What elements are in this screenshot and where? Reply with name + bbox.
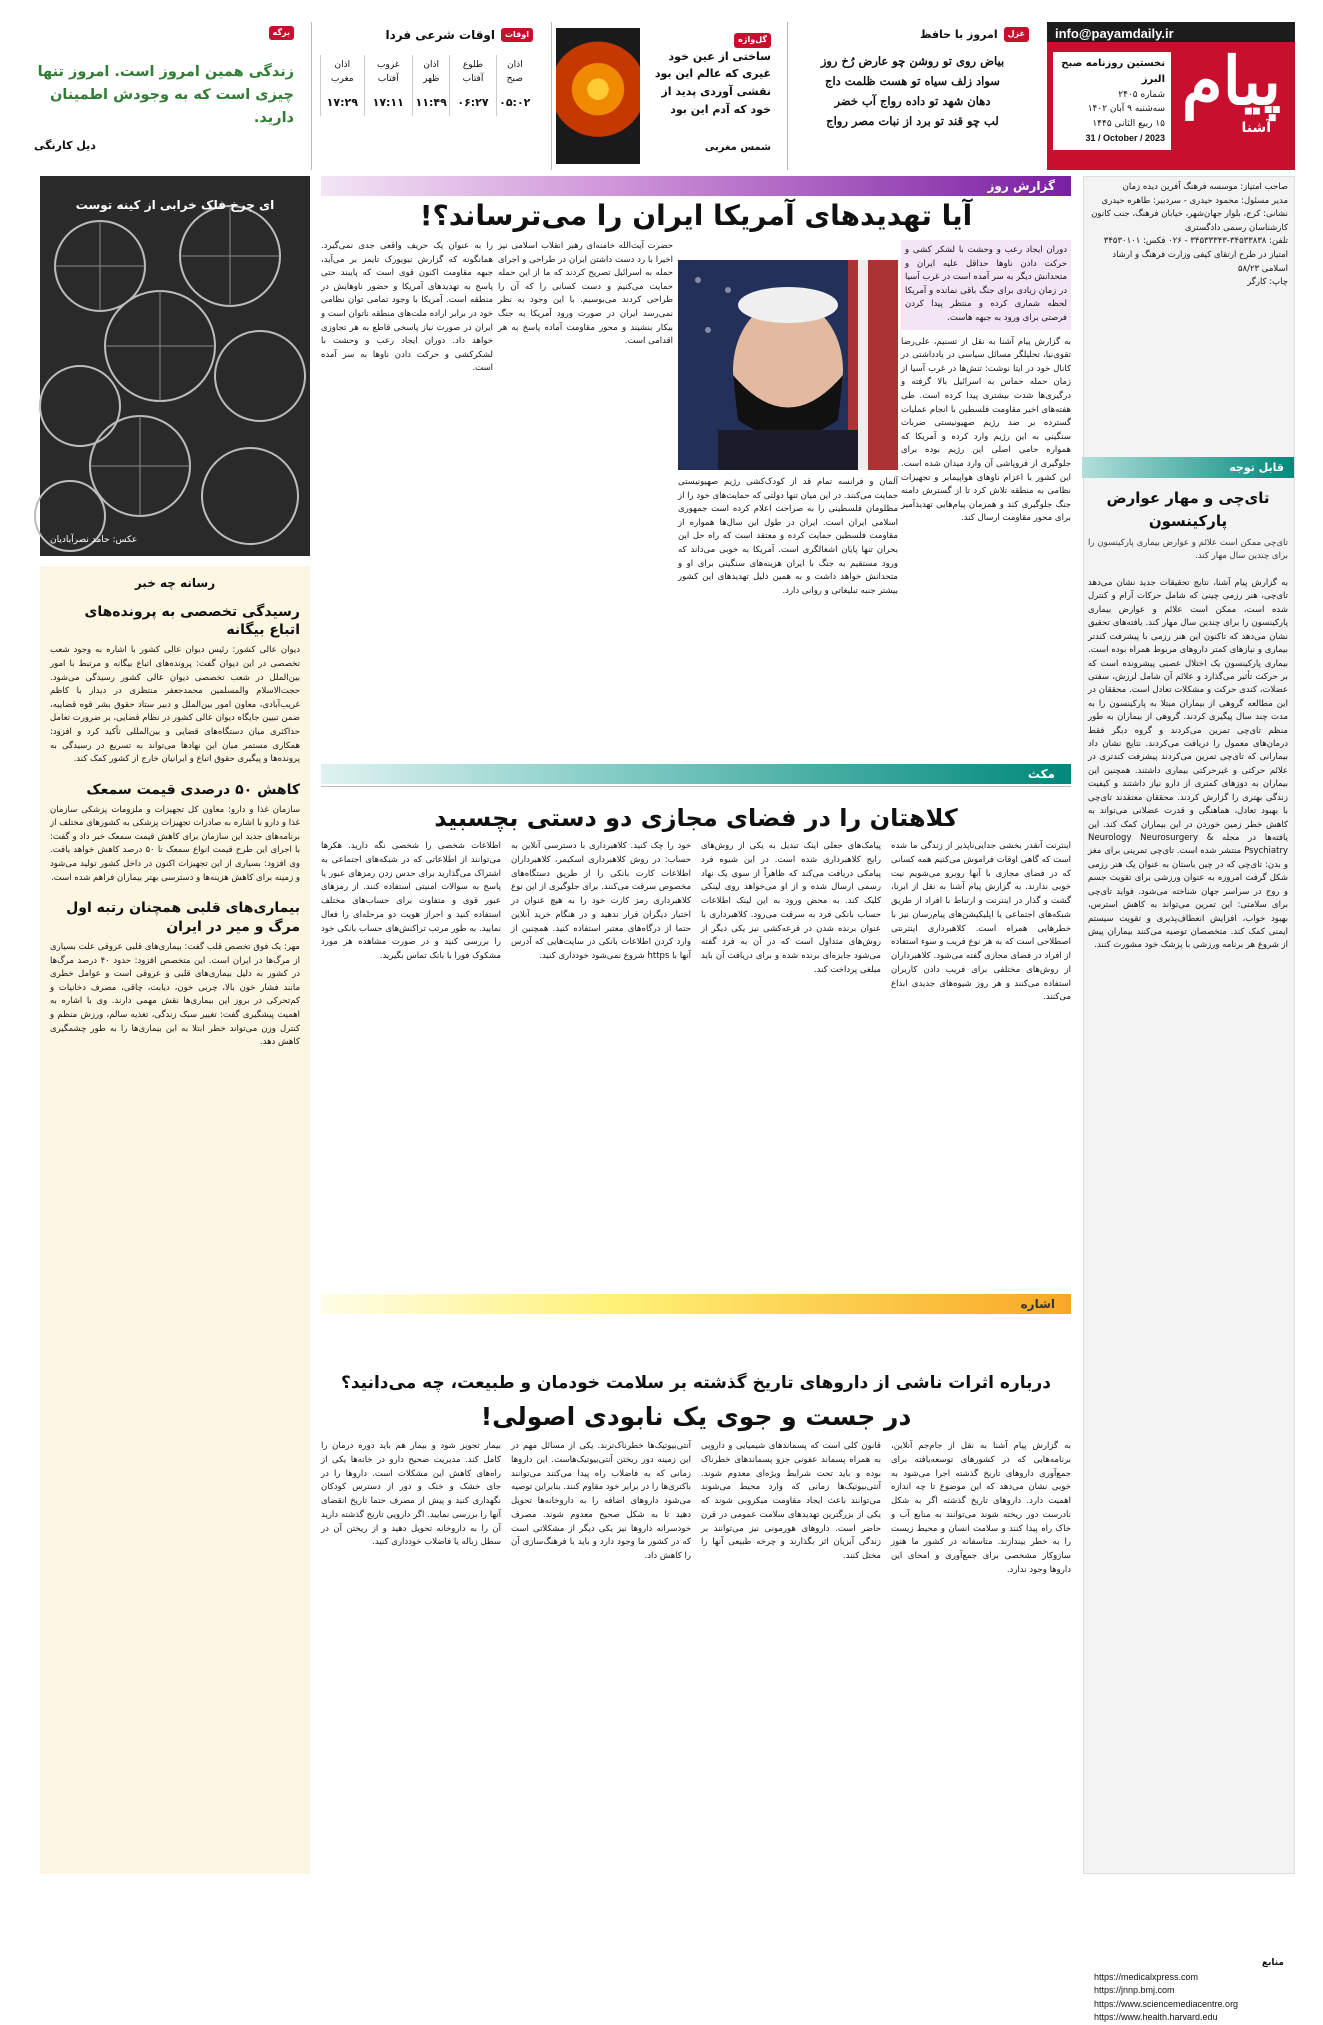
source-link[interactable]: https://www.health.harvard.edu [1094, 2012, 1218, 2022]
article-text: حضرت آیت‌الله خامنه‌ای رهبر انقلاب اسلامی نیز اخیرا با رد دست داشتن ایران در طراحی و اجرای حمله به اسرائیل تصریح کردند که ما از این حمله حمایت می‌کنیم و دست کسانی را که آن را طراحی کردند می‌بوسیم. با این وجود به نظر نمی‌رسد ایران در صورت ورود آمریکا به جنگ بیکار بنشیند و محور مقاومت آماده پاسخ به هر اقدامی است. [498, 241, 673, 347]
article-column [321, 240, 493, 780]
prayer-label: اذان صبح [496, 55, 533, 91]
article-title[interactable]: کلاهتان را در فضای مجازی دو دستی بچسبید [434, 804, 958, 832]
article-title[interactable]: در جست و جوی یک نابودی اصولی! [480, 1402, 912, 1431]
article-text: خود را چک کنید. کلاهبرداری با دسترسی آنلاین به حساب: در روش کلاهبرداری اسکیمر، کلاهبرداران اطلاعات کارت بانکی را از طریق دستگاه‌های مخصوص سرقت می‌کنند. برای جلوگیری از این نوع کلاهبرداری رمز کارت خود را به هیچ عنوان در اختیار دیگران قرار ندهید و در هنگام خرید آنلاین حتما از درگاه‌های معتبر استفاده کنید. همچنین از وارد کردن اطلاعات بانکی در سایت‌هایی که آدرس آنها با https شروع نمی‌شود خودداری کنید. [511, 841, 691, 962]
sidebar-title[interactable]: تای‌چی و مهار عوارض پارکینسون [1106, 489, 1270, 530]
section-banner: مکث [321, 764, 1071, 784]
article-column [701, 1440, 881, 1870]
article-text: اطلاعات شخصی را شخصی نگه دارید. هکرها می‌توانند از اطلاعاتی که در شبکه‌های اجتماعی به اشتراک می‌گذارید برای حدس زدن رمزهای عبور یا پاسخ به سوالات امنیتی استفاده کنند. از رمزهای عبور قوی و متفاوت برای حساب‌های مختلف استفاده کنید و احراز هویت دو مرحله‌ای را فعال نمایید. به طور مرتب تراکنش‌های حساب بانکی خود را بررسی کنید و در صورت مشاهده هر مورد مشکوک فورا با بانک تماس بگیرید. [321, 841, 501, 962]
biden-mask-image [678, 260, 898, 470]
news-body: سازمان غذا و دارو: معاون کل تجهیزات و ملزومات پزشکی سازمان غذا و دارو با اشاره به صادرات تجهیزات پزشکی به کشورهای مختلف از برنامه‌های جدید این سازمان برای کاهش قیمت سمعک خبر داد و گفت: با اجرای این طرح قیمت انواع سمعک تا ۵۰ درصد کاهش خواهد یافت. وی افزود: بسیاری از این تجهیزات اکنون در داخل کشور تولید می‌شود و زمینه برای کاهش هزینه‌ها و دسترسی بهتر بیماران فراهم شده است. [50, 804, 300, 883]
article-column [321, 840, 501, 1280]
logo-block [1047, 42, 1295, 170]
news-body: مهر: یک فوق تخصص قلب گفت: بیماری‌های قلبی عروقی علت بسیاری از مرگ‌ها در ایران است. این متخصص افزود: حدود ۴۰ درصد مرگ‌ها در کشور به دلیل بیماری‌های قلبی و عروقی است و عوامل خطری مانند فشار خون بالا، چربی خون، دیابت، چاقی، مصرف دخانیات و کم‌تحرکی در بروز این بیماری‌ها نقش مهمی دارند. وی با اشاره به اهمیت پیشگیری گفت: تغییر سبک زندگی، تغذیه سالم، ورزش منظم و کنترل وزن می‌تواند خطر ابتلا به این بیماری‌ها را به طور چشمگیری کاهش دهد. [50, 941, 300, 1048]
article-text: به گزارش پیام آشنا به نقل از جام‌جم آنلاین، برنامه‌هایی که در کشورهای توسعه‌یافته برای جمع‌آوری داروهای تاریخ گذشته اجرا می‌شود به خوبی نشان می‌دهد که این موضوع تا چه اندازه اهمیت دارد. داروهای تاریخ گذشته اگر به شکل نادرست دور ریخته شوند می‌توانند به منابع آب و خاک راه پیدا کنند و سلامت انسان و محیط زیست را به خطر بیندازند. متاسفانه در کشور ما هنوز سازوکار مشخصی برای جمع‌آوری و امحای این داروها وجود ندارد. [891, 1441, 1071, 1575]
article-text: پیامک‌های جعلی اینک تبدیل به یکی از روش‌های رایج کلاهبرداری شده است. در این شیوه فرد پیامکی دریافت می‌کند که ظاهراً از سوی یک نهاد رسمی ارسال شده و از او می‌خواهد روی لینکی کلیک کند. به محض ورود به این لینک اطلاعات حساب بانکی فرد به سرقت می‌رود. کلاهبرداری با عنوان برنده شدن در قرعه‌کشی نیز یکی دیگر از روش‌های متداول است که در آن به فرد گفته می‌شود جایزه‌ای برنده شده و برای دریافت آن باید مبلغی پرداخت کند. [701, 841, 881, 975]
verse: لب چو قند تو برد از نبات مصر رواج [826, 114, 999, 129]
masthead [1047, 22, 1295, 170]
source-link[interactable]: https://medicalxpress.com [1094, 1971, 1199, 1982]
poem-box [787, 22, 1037, 170]
license: امتیاز در طرح ارتقای کیفی وزارت فرهنگ و ارشاد اسلامی ۵۸/۲۳ [1112, 249, 1288, 274]
photo-credit: عکس: حامد نصرآبادیان [50, 535, 138, 546]
article-text: اینترنت آنقدر بخشی جدایی‌ناپذیر از زندگی ما شده است که گاهی اوقات فراموش می‌کنیم همه کسانی که در فضای مجازی با آنها روبرو می‌شویم نیت خوبی ندارند. به گزارش پیام آشنا به نقل از ایرنا، گشت و گذار در اینترنت و ارتباط با افراد از طریق شبکه‌های اجتماعی یا اپلیکیشن‌های پیام‌رسان نیز با خطرهایی همراه است. کلاهبرداری اینترنتی اصطلاحی است که به هر نوع فریب و سوء استفاده از افراد در فضای مجازی گفته می‌شود. کلاهبرداران از روش‌های مختلفی برای فریب دادن کاربران استفاده می‌کنند و هر روز شیوه‌های جدیدی ابداع می‌کنند. [891, 841, 1071, 1003]
poem-verses [796, 51, 1029, 132]
paper-name: نخستین روزنامه صبح البرز [1061, 58, 1165, 85]
prayer-label: اذان مغرب [321, 55, 365, 91]
article-text: آنتی‌بیوتیک‌ها خطرناک‌ترند. یکی از مسائل مهم در این زمینه دور ریختن آنتی‌بیوتیک‌هاست. این داروها زمانی که به فاضلاب راه پیدا می‌کنند می‌توانند باکتری‌ها را در برابر خود مقاوم کنند. بنابراین توصیه می‌شود داروهای اضافه را به داروخانه‌ها تحویل دهید تا به شکل صحیح معدوم شوند. مصرف خودسرانه داروها نیز یکی دیگر از مشکلاتی است که در کشور ما وجود دارد و باید با فرهنگ‌سازی آن را کاهش داد. [511, 1441, 691, 1562]
prayer-time: ۱۷:۲۹ [321, 90, 365, 115]
prayer-badge: اوقات [501, 28, 533, 42]
photo-caption: ای چرخ فلک خرابی از کینه توست [75, 198, 275, 212]
article-column [678, 476, 898, 776]
article-column [321, 1440, 501, 1870]
prayer-table [320, 55, 533, 116]
right-sidebar [1083, 176, 1295, 2022]
prayer-time: ۱۱:۴۹ [412, 90, 450, 115]
prayer-label: طلوع آفتاب [450, 55, 496, 91]
verse: بیاض روی تو روشن چو عارض رُخ روز [820, 54, 1005, 69]
quote-text: گل‌واژه ساختی از عین خود غیری که عالم این بود نقشی آوردی پدید از خود که آدم این بود [654, 35, 771, 116]
source-link[interactable]: https://jnnp.bmj.com [1094, 1985, 1175, 1995]
flower-image [556, 28, 640, 164]
article-column [511, 840, 691, 1280]
address: نشانی: کرج، بلوار جهان‌شهر، خیابان فرهنگ، جنب کانون کارشناسان رسمی دادگستری [1091, 209, 1288, 233]
sidebar-body: به گزارش پیام آشنا، نتایج تحقیقات جدید نشان می‌دهد تای‌چی، هنر رزمی چینی که شامل حرکات آرام و کنترل شده است، ممکن است علائم و عوارض بیماری پارکینسون را برای چندین سال مهار کند. یافته‌های تحقیق نشان می‌دهد که تاکنون این هنر رزمی با پیشرفت کندتر بیماری و نیازهای کمتر داروهای مربوط همراه بوده است. بیماری پارکینسون یک اختلال عصبی پیشرونده است که بر حرکت تأثیر می‌گذارد و علائم آن شامل لرزش، سفتی عضلات، کندی حرکت و مشکلات تعادل است. محققان در این مطالعه گروهی از بیماران مبتلا به پارکینسون را به مدت چند سال پیگیری کردند. گروهی از بیماران به طور منظم تای‌چی تمرین می‌کردند و گروه دیگر فقط درمان‌های معمول را دریافت می‌کردند. نتایج نشان داد بیمارانی که تای‌چی تمرین می‌کردند پیشرفت کندتری در علائم حرکتی و غیرحرکتی بیماری داشتند. همچنین این بیماران به دوزهای کمتری از دارو نیاز داشتند و کیفیت زندگی بهتری را گزارش کردند. محققان معتقدند تای‌چی با بهبود تعادل، هماهنگی و قدرت عضلانی می‌تواند به کاهش خطر زمین خوردن در این بیماران کمک کند. این یافته‌ها در مجله Neurology Neurosurgery & Psychiatry منتشر شده است. تای‌چی تمرینی برای مغز و بدن: تای‌چی که در چین باستان به عنوان یک هنر رزمی شکل گرفت امروزه به عنوان ورزشی برای تقویت جسم و روح در سراسر جهان شناخته می‌شود. فواید تای‌چی برای سلامتی: این تمرین می‌تواند به کاهش استرس، بهبود خواب، افزایش انعطاف‌پذیری و تقویت سیستم ایمنی کمک کند. متخصصان توصیه می‌کنند بیماران پیش از شروع هر برنامه ورزشی با پزشک خود مشورت کنند. [1088, 578, 1288, 951]
news-title[interactable]: بیماری‌های قلبی همچنان رتبه اول مرگ و میر در ایران [66, 900, 300, 936]
logo: پیام [1181, 42, 1281, 120]
news-column [40, 566, 310, 1874]
email-link[interactable]: info@payamdaily.ir [1047, 22, 1295, 42]
verse: سواد زلف سیاه تو هست ظلمت داج [825, 74, 1000, 89]
section-banner: گزارش روز [321, 176, 1071, 196]
photo-of-day [40, 176, 310, 556]
prayer-time: ۱۷:۱۱ [364, 90, 412, 115]
article-column [891, 840, 1071, 1280]
divider [321, 786, 1071, 787]
quote-box [551, 22, 777, 170]
news-section-title: رسانه چه خبر [134, 576, 216, 590]
logo-subtitle: آشنا [1241, 120, 1271, 136]
article-subtitle: درباره اثرات ناشی از داروهای تاریخ گذشته بر سلامت خودمان و طبیعت، چه می‌دانید؟ [340, 1373, 1052, 1393]
prayer-times-box [311, 22, 541, 170]
article-photo [678, 260, 898, 470]
sources [1094, 1957, 1284, 2025]
verse: دهان شهد تو داده رواج آب خضر [834, 94, 991, 109]
publisher-info [1088, 181, 1288, 290]
sources-label: منابع [1261, 1958, 1284, 1968]
article-column [511, 1440, 691, 1870]
bicycle-wheels-image [40, 176, 310, 556]
poem-badge: غزل [1004, 27, 1029, 41]
manager-info: مدیر مسئول: محمود حیدری - سردبیر: طاهره حیدری [1101, 195, 1288, 206]
sidebar-label: قابل توجه [1082, 457, 1294, 478]
news-body: دیوان عالی کشور: رئیس دیوان عالی کشور با اشاره به وجود شعب تخصصی در این دیوان گفت: پرونده‌های اتباع بیگانه و مرتبط با امور بین‌الملل در شعب تخصصی دیوان عالی کشور رسیدگی می‌شود. حجت‌الاسلام والمسلمین محمدجعفر منتظری در دیدار با کاظم غریب‌آبادی، معاون امور بین‌الملل و دبیر ستاد حقوق بشر قوه قضاییه، ضمن تبیین جایگاه دیوان عالی کشور در نظام قضایی، بر ضرورت تعامل حداکثری میان دستگاه‌های قضایی و بین‌المللی تأکید کرد و افزود: همکاری مستمر میان این نهادها می‌تواند به تسریع در رسیدگی به پرونده‌ها و پیگیری حقوق اتباع و ایرانیان خارج از کشور کمک کند. [50, 645, 300, 765]
article-text: را به عنوان یک حریف واقعی جدی نمی‌گیرد. همانگونه که گزارش نیویورک تایمز بر می‌آید، جبهه مقاومت اکنون قوی است که پایبند حتی پاسخ به تهدیدهای آمریکا و حضور ناوهایش در منطقه است. آمریکا با وجود تمامی توان نظامی خود در برابر اراده ملت‌های منطقه ناتوان است و ایران در صورت نیاز پاسخی قاطع به هر تجاوزی خواهد داد. دوران ایجاد رعب و وحشت با لشکرکشی و حرکت دادن ناوها به سر آمده است. [321, 241, 493, 374]
quote-author: شمس مغربی [704, 142, 771, 153]
header [28, 22, 1295, 170]
quote-badge: گل‌واژه [734, 33, 771, 48]
motto-text: زندگی همین امروز است. امروز تنها چیزی است که به وجودش اطمینان دارید. [37, 63, 294, 127]
sidebar-lead: تای‌چی ممکن است علائم و عوارض بیماری پارکینسون را برای چندین سال مهار کند. [1088, 538, 1288, 562]
article-lead: دوران ایجاد رعب و وحشت با لشکر کشی و حرکت دادن ناوها حداقل علیه ایران و متحدانش دیگر به سر آمده است در غرب آسیا در زمان زیادی برای جنگ باقی نمانده و آمریکا لحظه شماری کرده و منتظر پیدا کردن فرصتی برای ورود به جبهه هاست. [901, 240, 1071, 330]
issue-number: شماره ۲۴۰۵ [1118, 90, 1165, 100]
source-link[interactable]: https://www.sciencemediacentre.org [1094, 1998, 1239, 2009]
article-text: بیمار تجویز شود و بیمار هم باید دوره درمان را کامل کند. مدیریت صحیح دارو در خانه‌ها یکی از راه‌های کاهش این مشکلات است. داروها را در جای خشک و خنک و دور از دسترس کودکان نگهداری کنید و پیش از مصرف حتما تاریخ انقضای آنها را بررسی نمایید. اگر دارویی تاریخ گذشته دارید آن را به داروخانه تحویل دهید و از ریختن آن در سطل زباله یا فاضلاب خودداری کنید. [321, 1441, 501, 1548]
date-hijri: ۱۵ ربیع الثانی ۱۴۴۵ [1092, 118, 1165, 129]
issue-info [1053, 52, 1171, 150]
poem-title: امروز با حافظ [920, 28, 998, 41]
news-title[interactable]: کاهش ۵۰ درصدی قیمت سمعک [86, 781, 300, 798]
news-title[interactable]: رسیدگی تخصصی به پرونده‌های اتباع بیگانه [84, 603, 300, 639]
news-item [50, 899, 300, 1050]
article-title[interactable]: آیا تهدیدهای آمریکا ایران را می‌ترساند؟! [419, 199, 973, 232]
section-banner: اشاره [321, 1294, 1071, 1314]
prayer-time: ۰۵:۰۲ [496, 90, 533, 115]
article-column [701, 840, 881, 1280]
prayer-label: غروب آفتاب [364, 55, 412, 91]
motto-badge: برگه [269, 26, 294, 40]
prayer-time: ۰۶:۲۷ [450, 90, 496, 115]
article-column [498, 240, 673, 780]
news-item [50, 781, 300, 885]
prayer-label: اذان ظهر [412, 55, 450, 91]
news-item [50, 603, 300, 767]
motto-author: دیل کارنگی [34, 138, 96, 152]
date-english: 31 / October / 2023 [1085, 133, 1165, 144]
printer: چاپ: کارگر [1247, 277, 1288, 288]
motto-box [28, 22, 300, 170]
prayer-title: اوقات شرعی فردا [385, 28, 495, 42]
article-text: قانون کلی است که پسماندهای شیمیایی و دارویی به همراه پسماند عفونی جزو پسماندهای خطرناک بوده و باید تحت شرایط ویژه‌ای معدوم شوند. آنتی‌بیوتیک‌ها زمانی که وارد محیط می‌شوند می‌توانند باعث ایجاد مقاومت میکروبی شوند که یکی از بزرگترین تهدیدهای سلامت عمومی در قرن حاضر است. داروهای هورمونی نیز می‌توانند بر زندگی آبزیان اثر بگذارند و چرخه طبیعی آنها را مختل کنند. [701, 1441, 881, 1562]
date-persian: سه‌شنبه ۹ آبان ۱۴۰۲ [1087, 104, 1165, 115]
article-text: به گزارش پیام آشنا به نقل از تسنیم، علی‌رضا تقوی‌نیا، تحلیلگر مسائل سیاسی در یادداشتی در کانال خود در ایتا نوشت: تنش‌ها در غرب آسیا از زمان حمله حماس به اسرائیل بالا گرفته و درگیری‌ها شدت بیشتری پیدا کرده است. طی هفته‌های اخیر مقاومت فلسطین با انجام عملیات گسترده بر ضد رژیم صهیونیستی ضربات سنگینی به این رژیم وارد کرده و آمریکا که همواره حامی اصلی این رژیم بوده برای جلوگیری از فروپاشی آن وارد میدان شده است. این کشور با اعزام ناوهای هواپیمابر و تجهیزات نظامی به منطقه تلاش کرد تا از گسترش دامنه جنگ جلوگیری کند و همزمان پیام‌هایی تهدیدآمیز برای محور مقاومت ارسال کند. [901, 336, 1071, 524]
article-column [901, 240, 1071, 780]
article-text: آلمان و فرانسه تمام قد از کودک‌کشی رژیم صهیونیستی حمایت می‌کنند. در این میان تنها دولتی که حمایت‌های خود را از مظلومان فلسطینی را به صراحت اعلام کرده است جمهوری اسلامی ایران است. ایران در طول این سال‌ها همواره از مقاومت فلسطین حمایت کرده و معتقد است که راه حل این بحران تنها پایان اشغالگری است. آمریکا به خوبی می‌داند که ورود مستقیم به جنگ با ایران هزینه‌های سنگینی برای او و متحدانش خواهد داشت و به همین دلیل تهدیدهای این کشور بیشتر جنبه تبلیغاتی و روانی دارد. [678, 477, 898, 596]
article-column [891, 1440, 1071, 1870]
phone: تلفن: ۳۴۵۳۳۸۳۸-۳۴۵۳۳۳۴۳ - ۰۲۶ فکس: ۳۴۵۳۰۱۰۱ [1103, 236, 1288, 247]
owner-info: صاحب امتیاز: موسسه فرهنگ آفرین دیده زمان [1122, 182, 1288, 192]
